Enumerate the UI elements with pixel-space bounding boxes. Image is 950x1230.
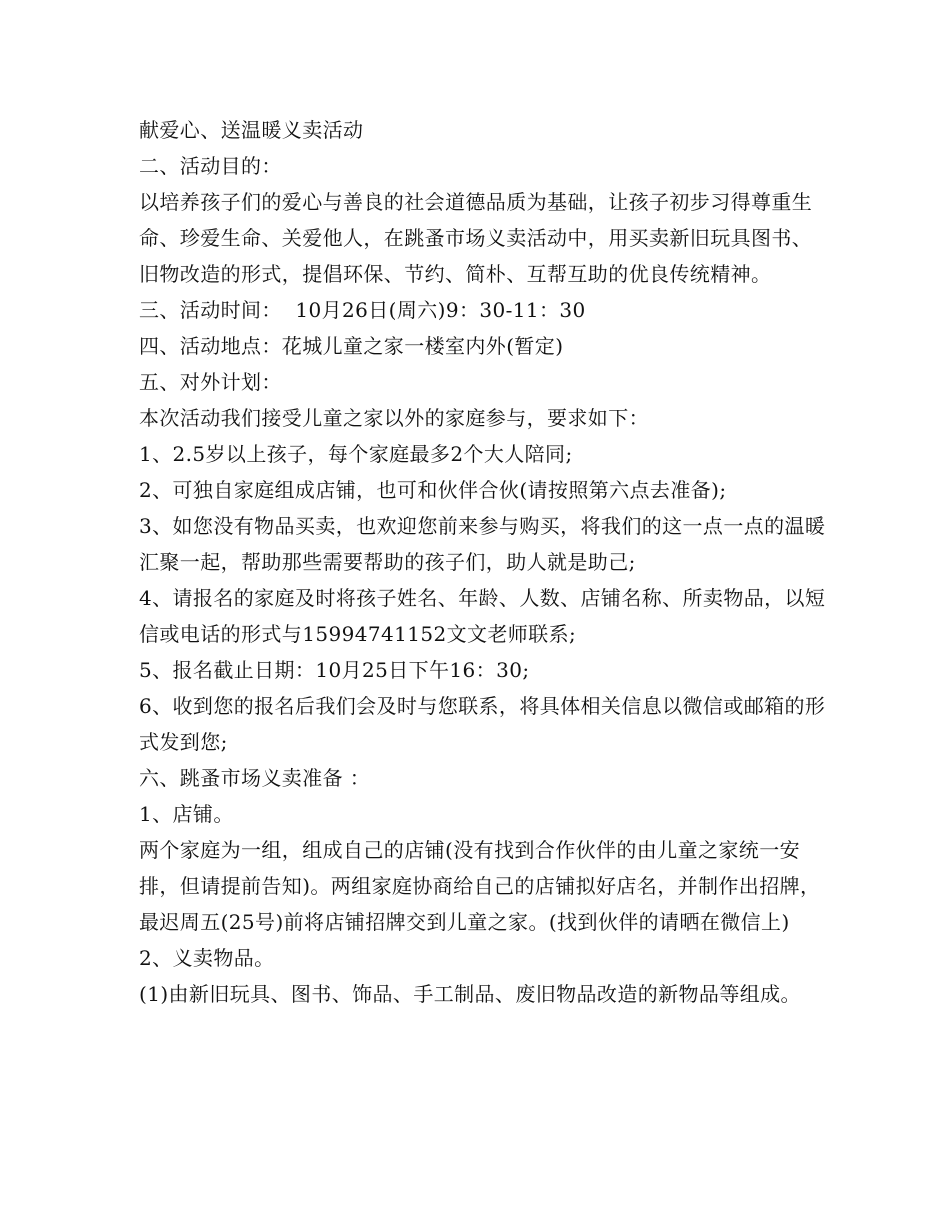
list-item: 1、2.5岁以上孩子，每个家庭最多2个大人陪同; xyxy=(139,442,573,466)
section-heading-purpose: 二、活动目的： xyxy=(139,154,282,178)
document-title: 献爱心、送温暖义卖活动 xyxy=(139,118,364,142)
paragraph-requirements-intro: 本次活动我们接受儿童之家以外的家庭参与，要求如下： xyxy=(139,406,649,430)
list-item: 6、收到您的报名后我们会及时与您联系，将具体相关信息以微信或邮箱的形式发到您; xyxy=(139,694,826,754)
section-heading-time: 三、活动时间： 10月26日(周六)9：30-11：30 xyxy=(139,298,586,322)
section-heading-external-plan: 五、对外计划： xyxy=(139,370,282,394)
paragraph-items: (1)由新旧玩具、图书、饰品、手工制品、废旧物品改造的新物品等组成。 xyxy=(139,982,801,1006)
subheading-shop: 1、店铺。 xyxy=(139,802,234,826)
list-item: 2、可独自家庭组成店铺，也可和伙伴合伙(请按照第六点去准备); xyxy=(139,478,727,502)
paragraph-shop: 两个家庭为一组，组成自己的店铺(没有找到合作伙伴的由儿童之家统一安排，但请提前告知)。两组家庭协商给自己的店铺拟好店名，并制作出招牌，最迟周五(25号)前将店铺招牌交到儿童之家。(找到伙伴的请晒在微信上) xyxy=(139,838,821,934)
list-item: 3、如您没有物品买卖，也欢迎您前来参与购买，将我们的这一点一点的温暖汇聚一起，帮助那些需要帮助的孩子们，助人就是助己; xyxy=(139,514,826,574)
section-heading-location: 四、活动地点：花城儿童之家一楼室内外(暂定) xyxy=(139,334,564,358)
subheading-items: 2、义卖物品。 xyxy=(139,946,275,970)
document-body xyxy=(139,112,829,1012)
list-item: 4、请报名的家庭及时将孩子姓名、年龄、人数、店铺名称、所卖物品，以短信或电话的形式与15994741152文文老师联系; xyxy=(139,586,826,646)
list-item: 5、报名截止日期：10月25日下午16：30; xyxy=(139,658,530,682)
paragraph-purpose: 以培养孩子们的爱心与善良的社会道德品质为基础，让孩子初步习得尊重生命、珍爱生命、关爱他人，在跳蚤市场义卖活动中，用买卖新旧玩具图书、旧物改造的形式，提倡环保、节约、简朴、互帮互助的优良传统精神。 xyxy=(139,190,813,286)
section-heading-preparation: 六、跳蚤市场义卖准备 ： xyxy=(139,766,371,790)
